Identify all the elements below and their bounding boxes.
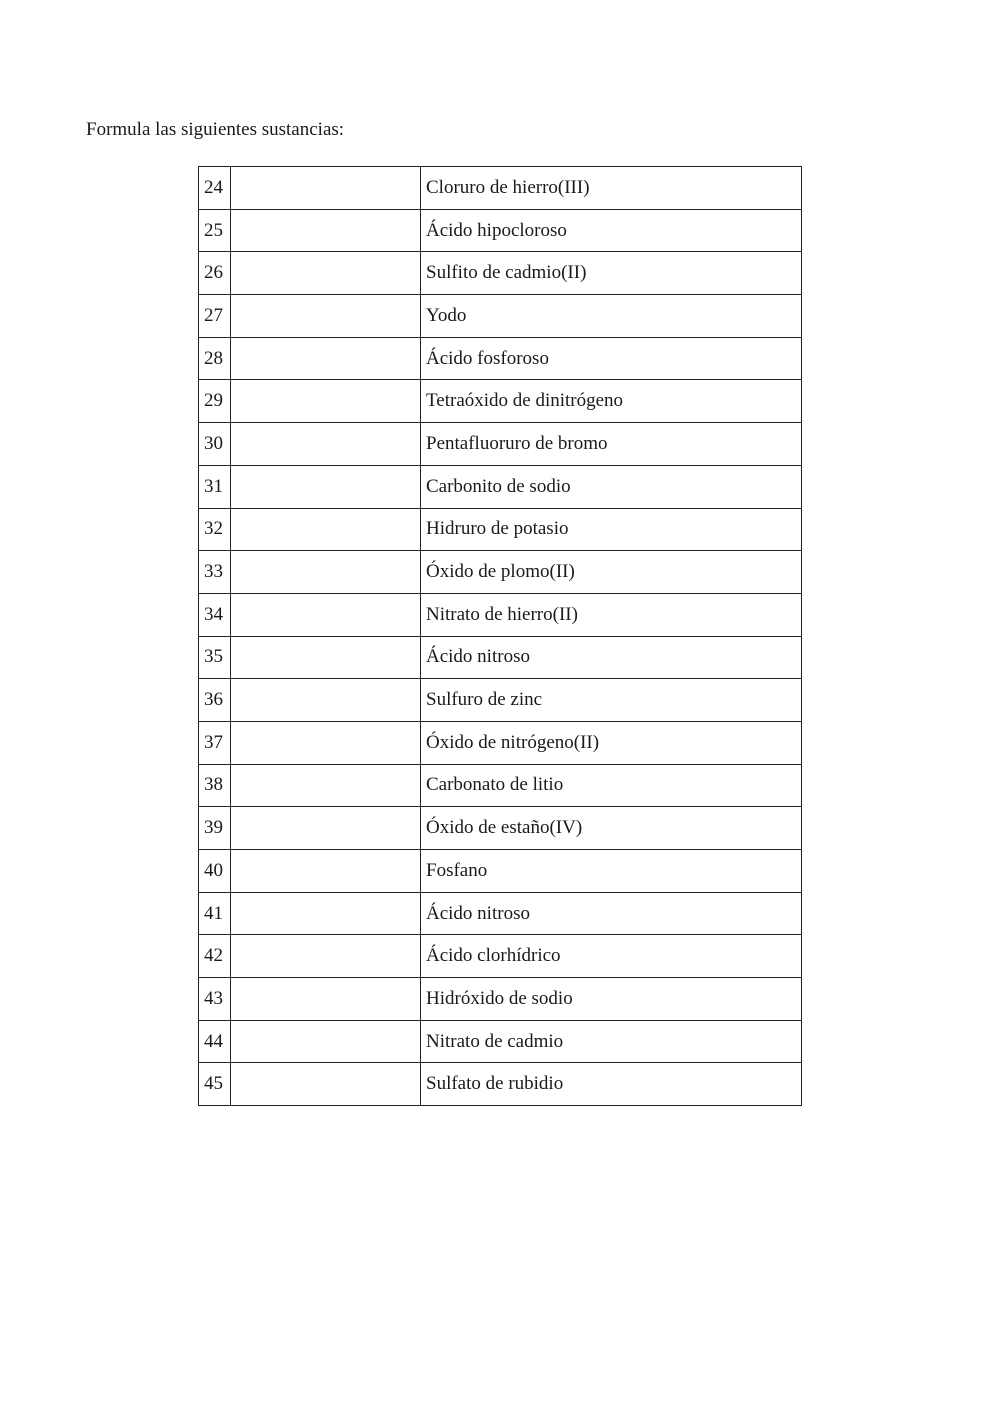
row-number: 37	[199, 721, 231, 764]
formula-answer-input[interactable]	[236, 935, 420, 977]
formula-answer-input[interactable]	[236, 423, 420, 465]
formula-answer-cell[interactable]	[231, 764, 421, 807]
substance-name: Nitrato de hierro(II)	[421, 593, 802, 636]
row-number: 26	[199, 252, 231, 295]
row-number: 29	[199, 380, 231, 423]
instruction-text: Formula las siguientes sustancias:	[86, 119, 345, 140]
row-number: 34	[199, 593, 231, 636]
formula-answer-cell[interactable]	[231, 593, 421, 636]
formula-answer-input[interactable]	[236, 893, 420, 935]
table-row	[199, 1063, 802, 1106]
row-number: 38	[199, 764, 231, 807]
row-number: 31	[199, 465, 231, 508]
row-number: 41	[199, 892, 231, 935]
formula-answer-input[interactable]	[236, 594, 420, 636]
substance-name: Óxido de nitrógeno(II)	[421, 721, 802, 764]
substance-name: Óxido de estaño(IV)	[421, 807, 802, 850]
substance-name: Hidróxido de sodio	[421, 978, 802, 1021]
table-row	[199, 636, 802, 679]
substances-table	[198, 166, 802, 1106]
substance-name: Carbonito de sodio	[421, 465, 802, 508]
table-row	[199, 465, 802, 508]
row-number: 42	[199, 935, 231, 978]
table-row	[199, 807, 802, 850]
formula-answer-input[interactable]	[236, 509, 420, 551]
table-row	[199, 850, 802, 893]
substance-name: Sulfato de rubidio	[421, 1063, 802, 1106]
row-number: 25	[199, 209, 231, 252]
row-number: 44	[199, 1020, 231, 1063]
formula-answer-input[interactable]	[236, 551, 420, 593]
table-row	[199, 1020, 802, 1063]
substances-table-body	[199, 167, 802, 1106]
table-row	[199, 423, 802, 466]
formula-answer-cell[interactable]	[231, 807, 421, 850]
substance-name: Yodo	[421, 295, 802, 338]
formula-answer-input[interactable]	[236, 978, 420, 1020]
formula-answer-input[interactable]	[236, 167, 420, 209]
row-number: 30	[199, 423, 231, 466]
formula-answer-input[interactable]	[236, 295, 420, 337]
row-number: 24	[199, 167, 231, 210]
formula-answer-cell[interactable]	[231, 167, 421, 210]
formula-answer-cell[interactable]	[231, 935, 421, 978]
substance-name: Sulfito de cadmio(II)	[421, 252, 802, 295]
formula-answer-cell[interactable]	[231, 978, 421, 1021]
substance-name: Ácido nitroso	[421, 636, 802, 679]
formula-answer-input[interactable]	[236, 679, 420, 721]
table-row	[199, 679, 802, 722]
formula-answer-input[interactable]	[236, 466, 420, 508]
table-row	[199, 209, 802, 252]
formula-answer-cell[interactable]	[231, 508, 421, 551]
formula-answer-input[interactable]	[236, 722, 420, 764]
substance-name: Cloruro de hierro(III)	[421, 167, 802, 210]
row-number: 39	[199, 807, 231, 850]
substance-name: Sulfuro de zinc	[421, 679, 802, 722]
substance-name: Ácido nitroso	[421, 892, 802, 935]
substance-name: Ácido fosforoso	[421, 337, 802, 380]
formula-answer-input[interactable]	[236, 765, 420, 807]
row-number: 43	[199, 978, 231, 1021]
formula-answer-cell[interactable]	[231, 679, 421, 722]
formula-answer-cell[interactable]	[231, 1020, 421, 1063]
table-row	[199, 167, 802, 210]
formula-answer-cell[interactable]	[231, 209, 421, 252]
formula-answer-cell[interactable]	[231, 295, 421, 338]
substance-name: Tetraóxido de dinitrógeno	[421, 380, 802, 423]
formula-answer-input[interactable]	[236, 1063, 420, 1105]
formula-answer-cell[interactable]	[231, 636, 421, 679]
table-row	[199, 380, 802, 423]
row-number: 33	[199, 551, 231, 594]
table-row	[199, 978, 802, 1021]
substance-name: Pentafluoruro de bromo	[421, 423, 802, 466]
substance-name: Óxido de plomo(II)	[421, 551, 802, 594]
substance-name: Nitrato de cadmio	[421, 1020, 802, 1063]
table-row	[199, 935, 802, 978]
row-number: 27	[199, 295, 231, 338]
row-number: 32	[199, 508, 231, 551]
table-row	[199, 337, 802, 380]
substance-name: Fosfano	[421, 850, 802, 893]
row-number: 35	[199, 636, 231, 679]
formula-answer-cell[interactable]	[231, 337, 421, 380]
substance-name: Hidruro de potasio	[421, 508, 802, 551]
row-number: 40	[199, 850, 231, 893]
substance-name: Carbonato de litio	[421, 764, 802, 807]
row-number: 45	[199, 1063, 231, 1106]
table-row	[199, 593, 802, 636]
row-number: 36	[199, 679, 231, 722]
substance-name: Ácido clorhídrico	[421, 935, 802, 978]
formula-answer-cell[interactable]	[231, 252, 421, 295]
row-number: 28	[199, 337, 231, 380]
formula-answer-cell[interactable]	[231, 465, 421, 508]
formula-answer-cell[interactable]	[231, 892, 421, 935]
formula-answer-cell[interactable]	[231, 380, 421, 423]
table-row	[199, 252, 802, 295]
table-row	[199, 721, 802, 764]
formula-answer-input[interactable]	[236, 637, 420, 679]
formula-answer-input[interactable]	[236, 210, 420, 252]
formula-answer-cell[interactable]	[231, 721, 421, 764]
formula-answer-cell[interactable]	[231, 1063, 421, 1106]
substance-name: Ácido hipocloroso	[421, 209, 802, 252]
formula-answer-cell[interactable]	[231, 551, 421, 594]
formula-answer-input[interactable]	[236, 252, 420, 294]
table-row	[199, 892, 802, 935]
formula-answer-input[interactable]	[236, 850, 420, 892]
table-row	[199, 295, 802, 338]
table-row	[199, 764, 802, 807]
formula-answer-cell[interactable]	[231, 423, 421, 466]
formula-answer-input[interactable]	[236, 380, 420, 422]
formula-answer-input[interactable]	[236, 1021, 420, 1063]
formula-answer-input[interactable]	[236, 807, 420, 849]
formula-answer-input[interactable]	[236, 338, 420, 380]
table-row	[199, 551, 802, 594]
formula-answer-cell[interactable]	[231, 850, 421, 893]
table-row	[199, 508, 802, 551]
